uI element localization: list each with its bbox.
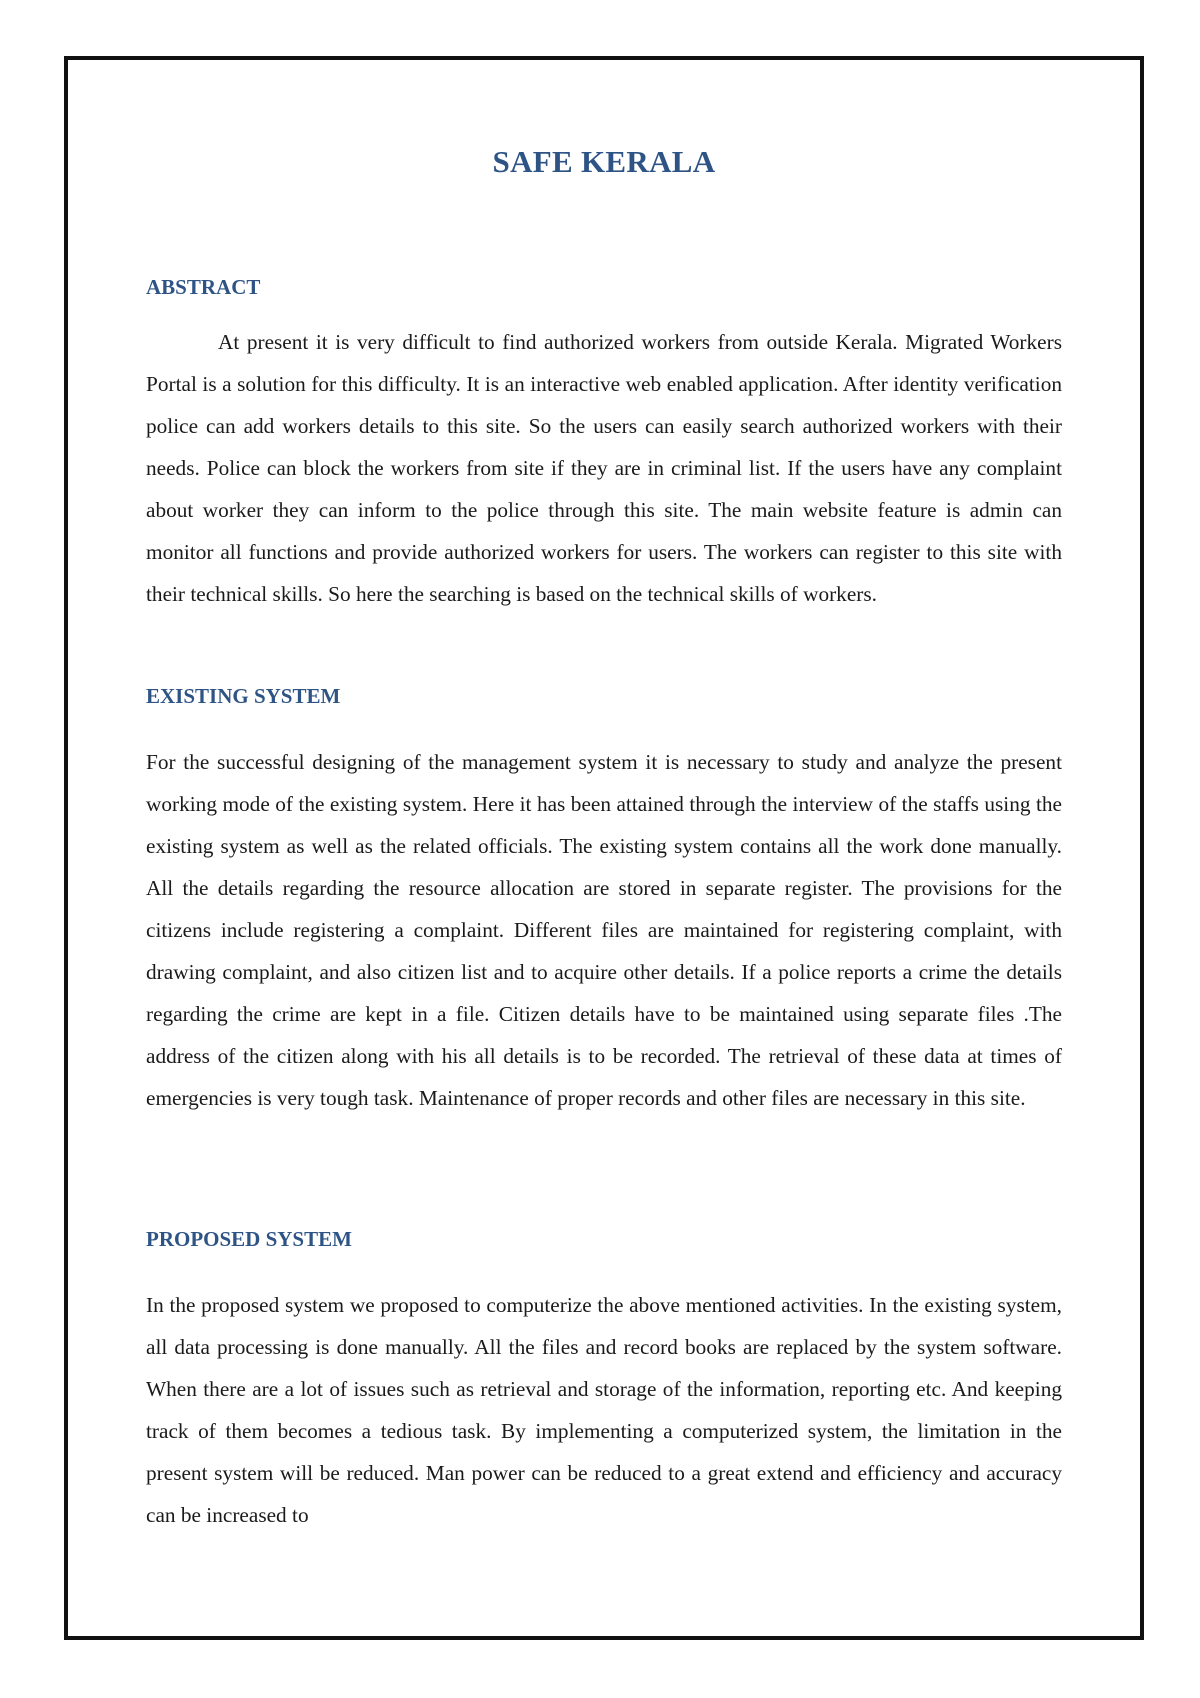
proposed-system-paragraph: In the proposed system we proposed to computerize the above mentioned activities. In the existing system, all data processing is done manually. All the files and record books are replaced by the system software. When there are a lot of issues such as retrieval and storage of the information, reporting etc. And keeping track of them becomes a tedious task. By implementing a computerized system, the limitation in the present system will be reduced. Man power can be reduced to a great extend and efficiency and accuracy can be increased to <box>146 1293 1062 1527</box>
existing-system-paragraph: For the successful designing of the management system it is necessary to study and analyze the present working mode of the existing system. Here it has been attained through the interview of the staffs using the existing system as well as the related officials. The existing system contains all the work done manually. All the details regarding the resource allocation are stored in separate register. The provisions for the citizens include registering a complaint. Different files are maintained for registering complaint, with drawing complaint, and also citizen list and to acquire other details. If a police reports a crime the details regarding the crime are kept in a file. Citizen details have to be maintained using separate files .The address of the citizen along with his all details is to be recorded. The retrieval of these data at times of emergencies is very tough task. Maintenance of proper records and other files are necessary in this site. <box>146 750 1062 1110</box>
abstract-paragraph: At present it is very difficult to find authorized workers from outside Kerala. Migrated Workers Portal is a solution for this difficulty. It is an interactive web enabled application. After identity verification police can add workers details to this site. So the users can easily search authorized workers with their needs. Police can block the workers from site if they are in criminal list. If the users have any complaint about worker they can inform to the police through this site. The main website feature is admin can monitor all functions and provide authorized workers for users. The workers can register to this site with their technical skills. So here the searching is based on the technical skills of workers. <box>146 330 1062 606</box>
document-title: SAFE KERALA <box>492 144 716 179</box>
existing-system-heading: EXISTING SYSTEM <box>146 684 341 708</box>
abstract-heading: ABSTRACT <box>146 275 261 299</box>
proposed-system-heading: PROPOSED SYSTEM <box>146 1227 352 1251</box>
